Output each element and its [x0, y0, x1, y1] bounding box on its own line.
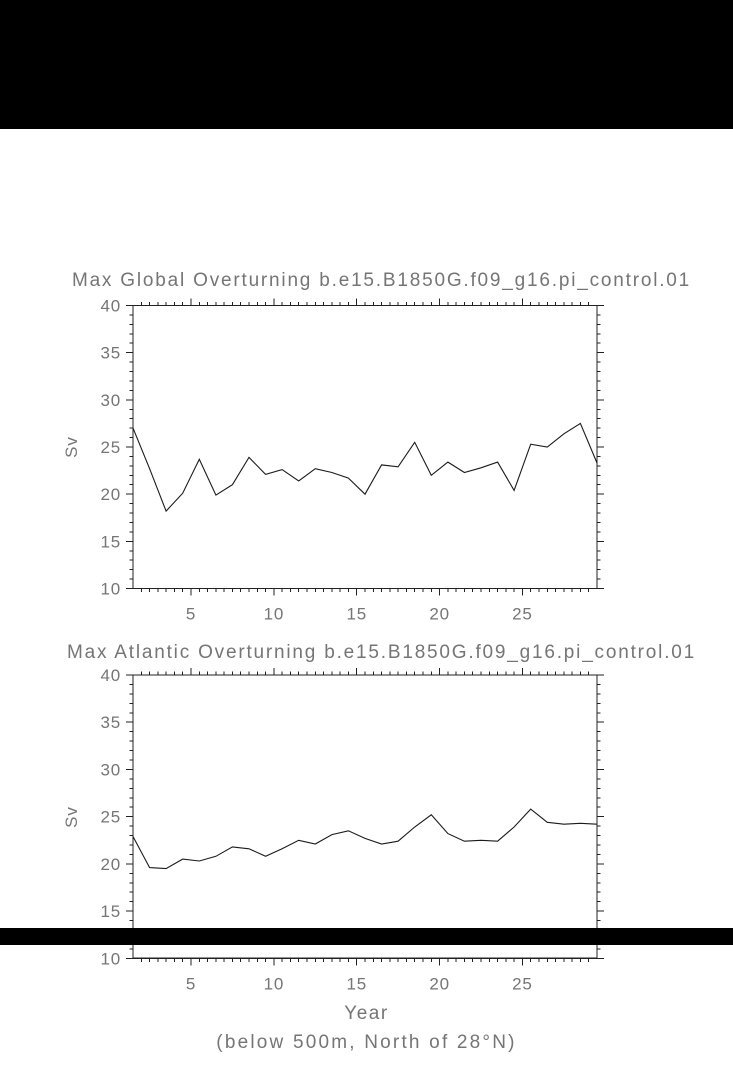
chart-1-ytick-label: 40 [100, 666, 121, 685]
chart-0-tick-labels [100, 297, 532, 624]
chart-1-frame [133, 675, 597, 958]
chart-0-ytick-label: 20 [100, 485, 121, 505]
max-global-overturning-line [133, 423, 597, 511]
chart-0-xtick-label: 25 [512, 604, 533, 624]
chart-0-xtick-label: 10 [263, 604, 285, 624]
chart1-ylabel: Sv [62, 436, 81, 458]
max-atlantic-overturning-line [133, 809, 597, 869]
chart-0-xtick-label: 5 [185, 604, 197, 624]
chart-1-xtick-label: 25 [512, 974, 533, 994]
chart-0-ytick-label: 35 [100, 343, 121, 363]
chart1-title: Max Global Overturning b.e15.B1850G.f09_g16.pi_control.01 [71, 270, 692, 291]
chart-1-ytick-label: 10 [100, 949, 121, 969]
chart-1-xtick-label: 10 [263, 974, 285, 994]
x-axis-label: Year [344, 1003, 389, 1024]
chart-0-xtick-label: 20 [429, 604, 450, 624]
bottom-black-band [0, 928, 733, 945]
chart-0-xtick-label: 15 [346, 604, 367, 624]
chart-1-ytick-label: 20 [100, 854, 121, 874]
chart-1-ytick-label: 25 [100, 807, 121, 827]
chart-1-ytick-label: 15 [100, 902, 121, 922]
chart-1-ticks [126, 668, 604, 965]
chart-1-xtick-label: 5 [185, 974, 197, 994]
footer-note: (below 500m, North of 28°N) [216, 1032, 517, 1053]
chart2-ylabel: Sv [62, 806, 81, 828]
chart-1-xtick-label: 15 [346, 974, 367, 994]
chart-0-ytick-label: 30 [100, 390, 121, 410]
chart-0-frame [133, 306, 597, 589]
chart-1-ytick-label: 35 [100, 713, 121, 733]
chart-1-xtick-label: 20 [429, 974, 450, 994]
chart-1-ytick-label: 30 [100, 760, 121, 780]
chart2-title: Max Atlantic Overturning b.e15.B1850G.f09_g16.pi_control.01 [66, 642, 697, 663]
top-black-band [0, 0, 733, 129]
chart-0-ytick-label: 25 [100, 438, 121, 457]
chart-0-ytick-label: 10 [100, 579, 121, 599]
chart-0-ytick-label: 15 [100, 532, 121, 552]
chart-0-ytick-label: 40 [100, 296, 121, 316]
plot-panel [0, 129, 733, 1053]
chart-0 [100, 297, 604, 624]
chart-0-ticks [126, 299, 604, 596]
